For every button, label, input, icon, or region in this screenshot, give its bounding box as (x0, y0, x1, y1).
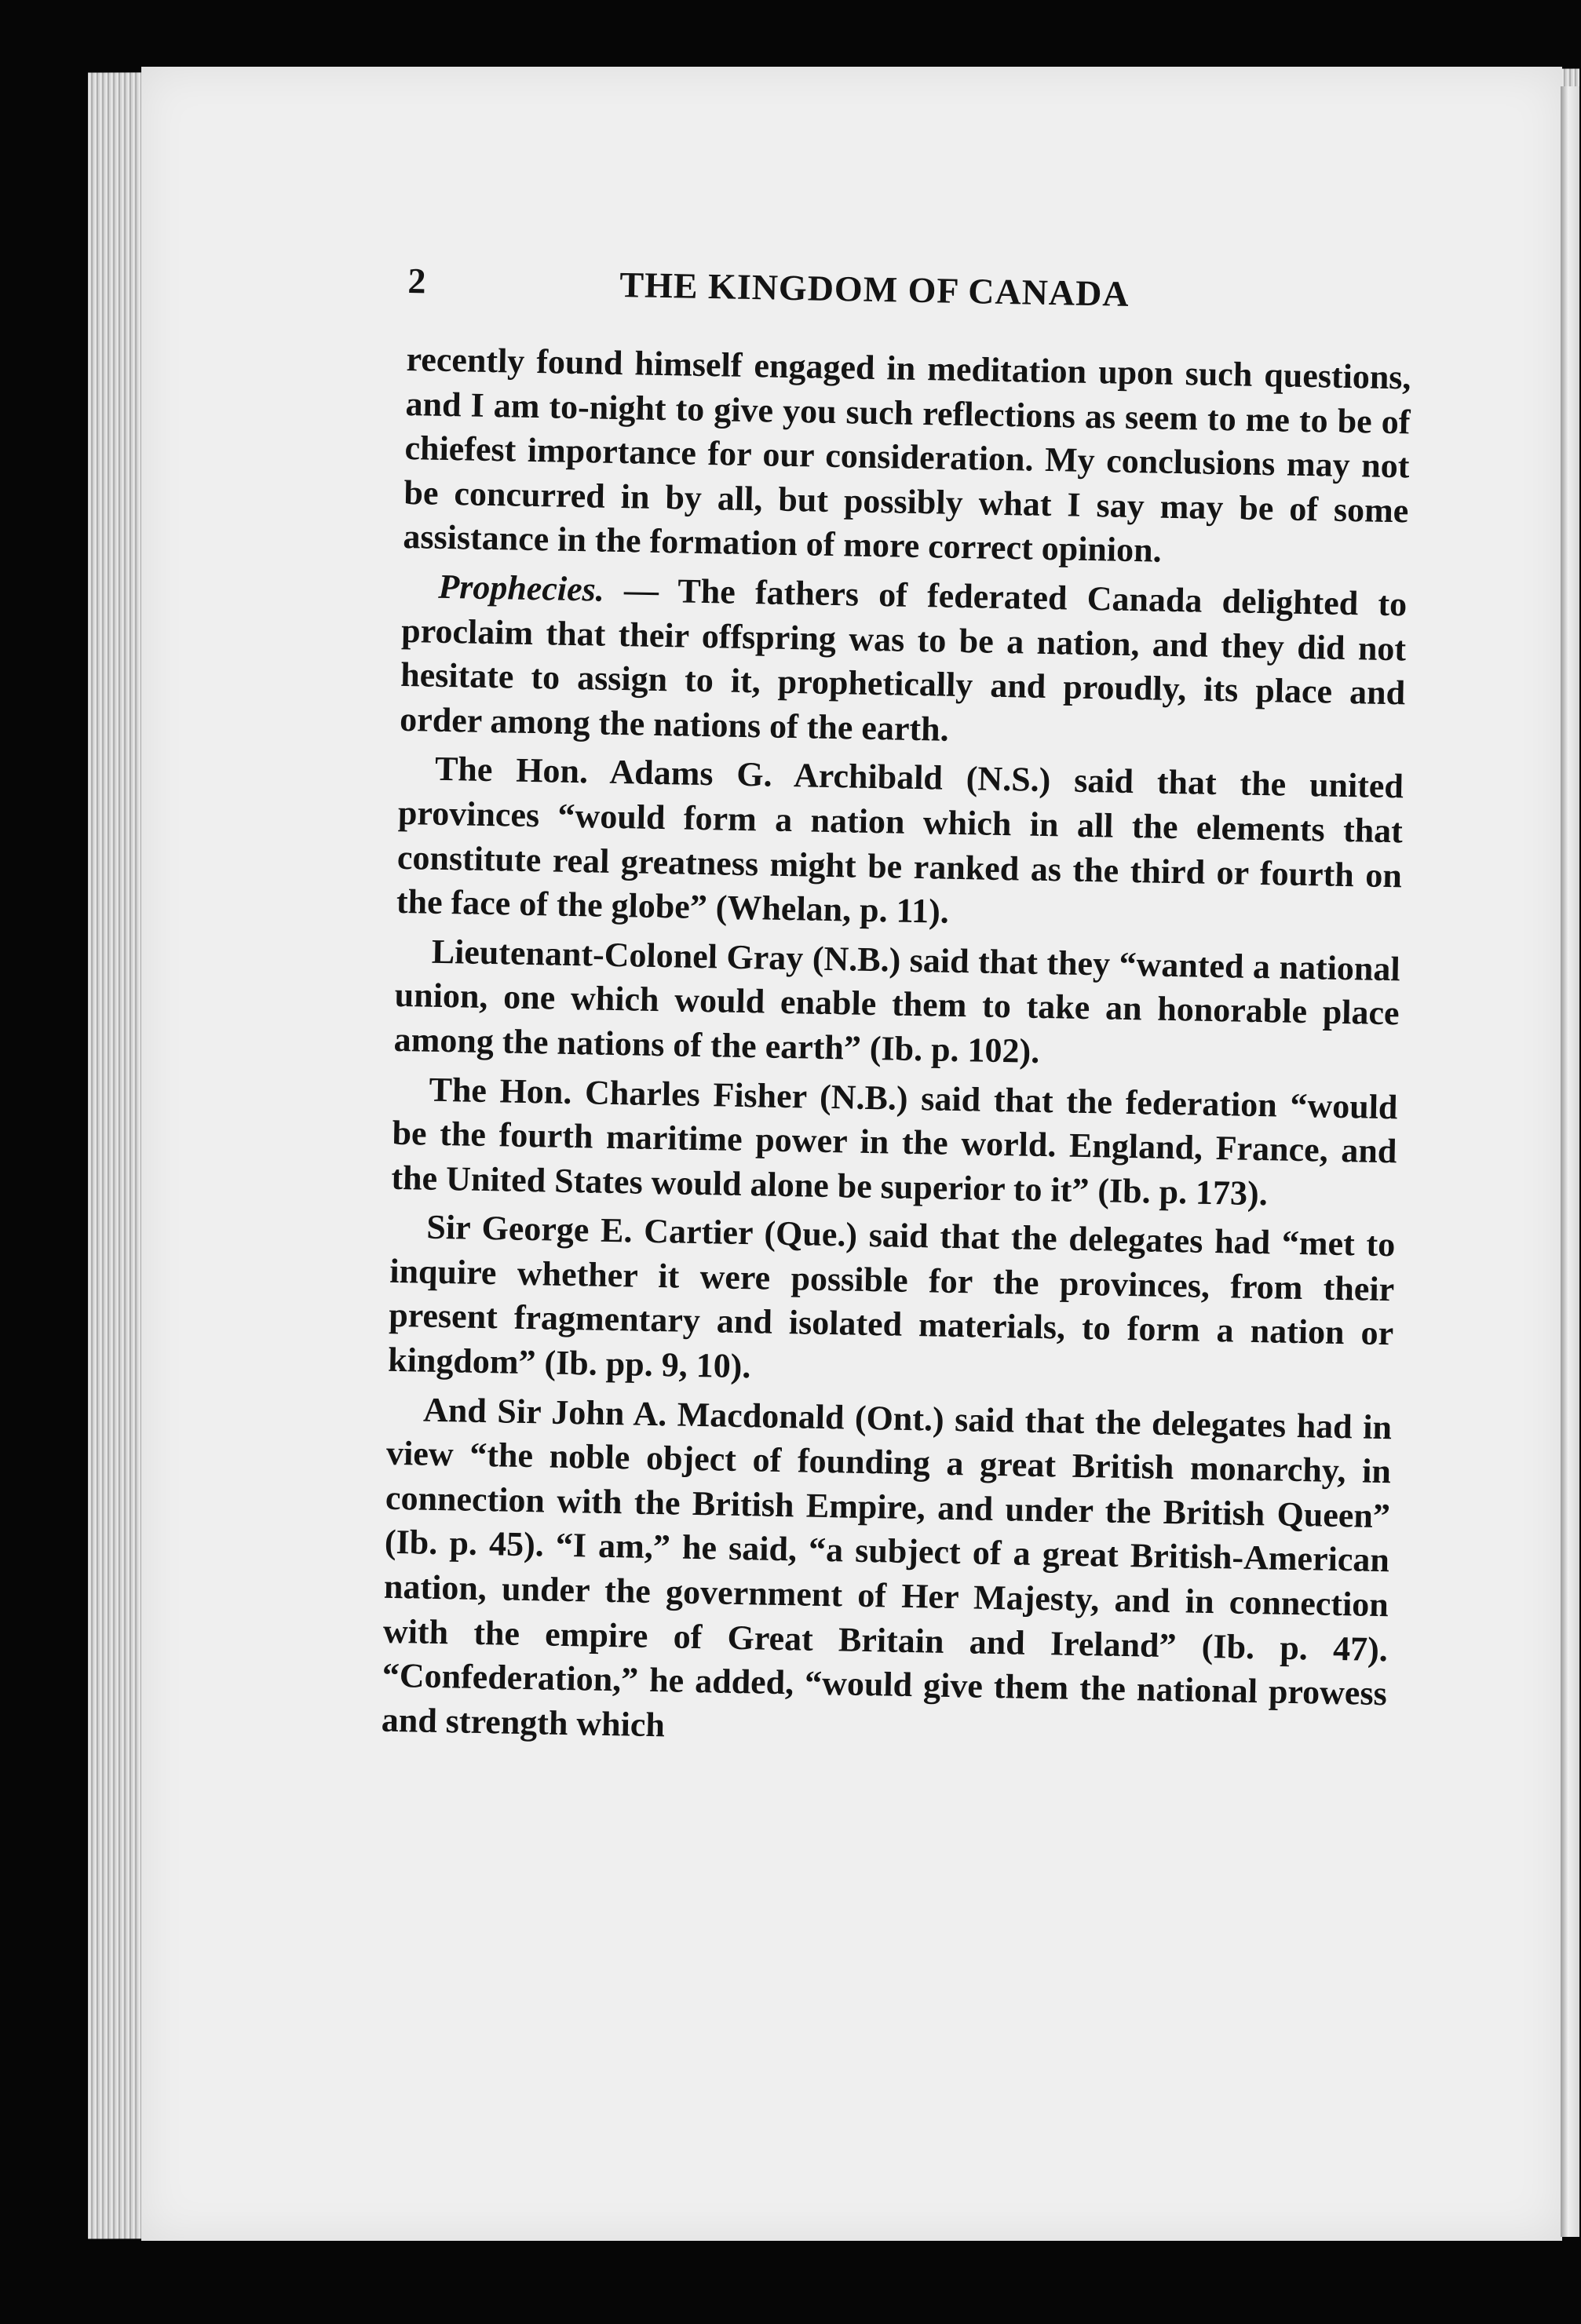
paragraph (391, 1067, 1398, 1218)
paragraph-text: And Sir John A. Macdonald (Ont.) said that the delegates had in view “the noble object of founding a great British monarchy, in connection with the British Empire, and under the British Queen” (Ib. p. 45). “I am,” he said, “a subject of a great British-American nation, under the government of Her Majesty, and in connection with the empire of Great Britain and Ireland” (Ib. p. 47). “Confederation,” he added, “would give them the national prowess and strength which (381, 1390, 1393, 1745)
paragraph (400, 564, 1408, 761)
paragraph-text: The Hon. Charles Fisher (N.B.) said that the federation “would be the fourth maritime power in the world. England, France, and the United States would alone be superior to it” (Ib. p. 173). (391, 1070, 1398, 1213)
paragraph (388, 1205, 1396, 1401)
paragraph-text: — The fathers of federated Canada delighted to proclaim that their offspring was to be a nation, and they did not hesitate to assign to it, prophetically and proudly, its place and order among the nations of the earth. (399, 570, 1408, 749)
paragraph-text: Lieutenant-Colonel Gray (N.B.) said that they “wanted a national union, one which would enable them to take an honorable place among the nations of the earth” (Ib. p. 102). (393, 932, 1401, 1071)
paragraph (403, 337, 1411, 578)
paragraph (393, 929, 1400, 1081)
page-number: 2 (407, 260, 427, 301)
right-page-edge (1561, 86, 1579, 2237)
paragraph (381, 1387, 1392, 1760)
paragraph-text: The Hon. Adams G. Archibald (N.S.) said that the united provinces “would form a nation which in all the elements that constitute real greatness might be ranked as the third or fourth on the face of the globe” (Whelan, p. 11). (396, 750, 1404, 931)
paragraph-lead: Prophecies. (437, 567, 605, 609)
running-title: THE KINGDOM OF CANADA (619, 264, 1130, 314)
paragraph-text: Sir George E. Cartier (Que.) said that the delegates had “met to inquire whether it were possible for the provinces, from their present fragmentary and isolated materials, to form a nation or kingdom” (Ib. pp. 9, 10). (387, 1207, 1396, 1386)
page-text (381, 259, 1412, 1761)
paragraph (396, 746, 1404, 943)
paragraph-text: recently found himself engaged in meditation upon such questions, and I am to-night to give you such reflections as seem to me to be of chiefest importance for our consideration. My conclusions may not be concurred in by all, but possibly what I say may be of some assistance in the formation of more correct opinion. (403, 339, 1411, 571)
